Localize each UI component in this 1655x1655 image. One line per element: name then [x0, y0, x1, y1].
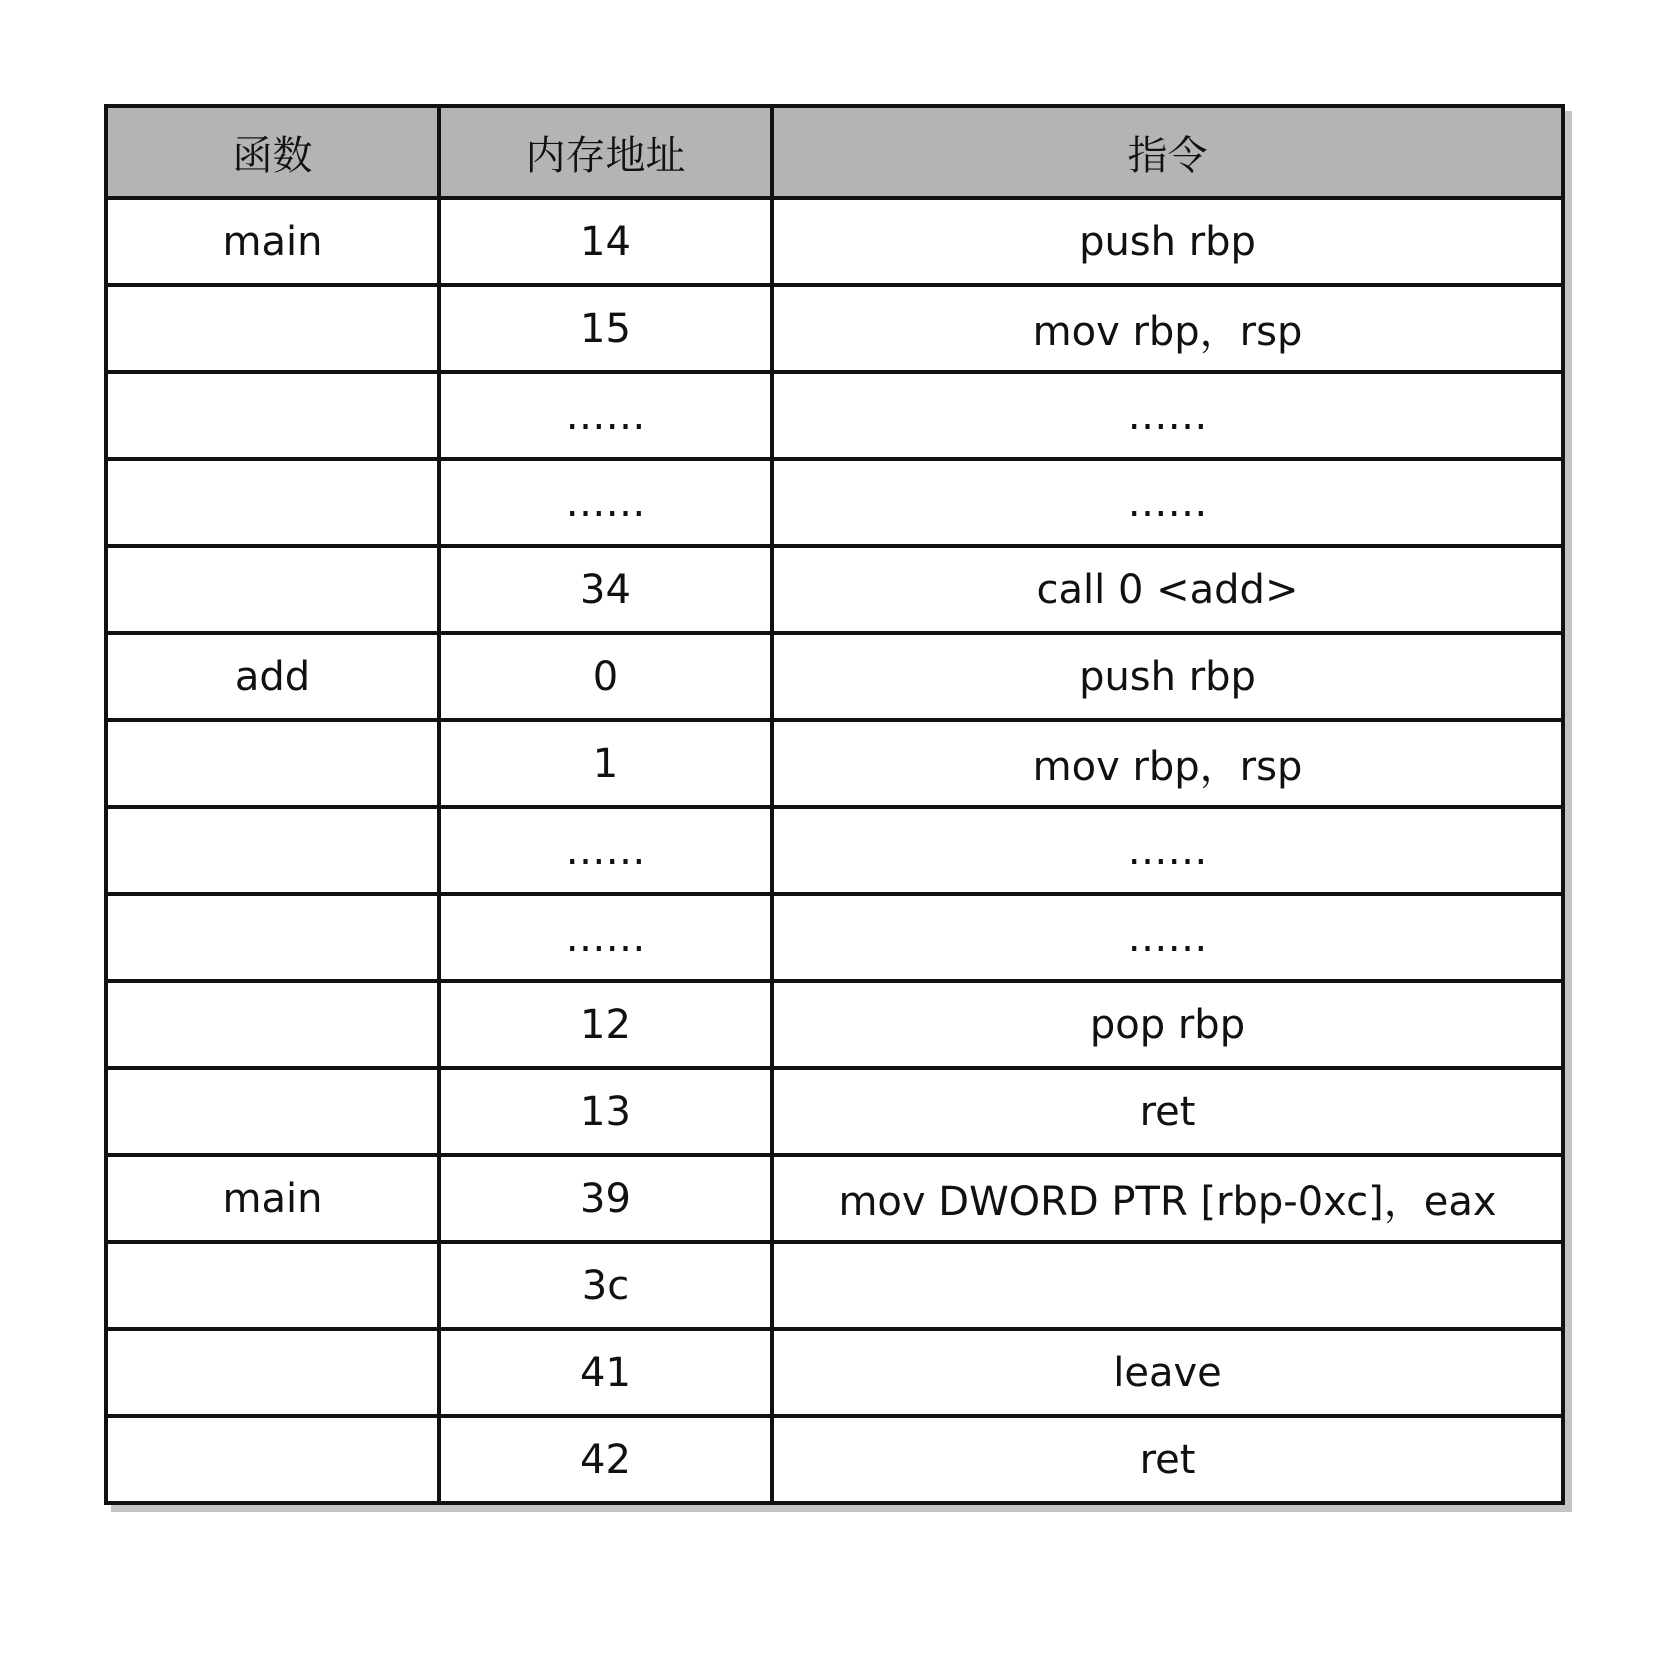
table-row — [106, 459, 1563, 546]
table-row — [106, 633, 1563, 720]
cell-function: main — [106, 198, 439, 285]
cell-address: 14 — [439, 198, 772, 285]
cell-instruction: mov rbp，rsp — [772, 285, 1563, 372]
cell-address: 15 — [439, 285, 772, 372]
cell-function — [106, 981, 439, 1068]
cell-address: 3c — [439, 1242, 772, 1329]
table-row — [106, 1155, 1563, 1242]
cell-address: …… — [439, 807, 772, 894]
cell-function — [106, 546, 439, 633]
cell-address: 42 — [439, 1416, 772, 1503]
header-row — [106, 106, 1563, 198]
cell-instruction: …… — [772, 807, 1563, 894]
cell-address: 39 — [439, 1155, 772, 1242]
cell-function — [106, 372, 439, 459]
table-row — [106, 1068, 1563, 1155]
cell-address: 1 — [439, 720, 772, 807]
cell-address: 34 — [439, 546, 772, 633]
cell-function — [106, 894, 439, 981]
cell-address: …… — [439, 894, 772, 981]
cell-address: 0 — [439, 633, 772, 720]
cell-instruction: pop rbp — [772, 981, 1563, 1068]
table-row — [106, 720, 1563, 807]
cell-function — [106, 459, 439, 546]
table-header — [106, 106, 1563, 198]
cell-address: …… — [439, 372, 772, 459]
table-row — [106, 1242, 1563, 1329]
cell-function: main — [106, 1155, 439, 1242]
header-address: 内存地址 — [439, 106, 772, 198]
cell-instruction: call 0 <add> — [772, 546, 1563, 633]
cell-instruction: leave — [772, 1329, 1563, 1416]
table-row — [106, 1416, 1563, 1503]
header-function: 函数 — [106, 106, 439, 198]
cell-function — [106, 807, 439, 894]
cell-address: …… — [439, 459, 772, 546]
cell-instruction: ret — [772, 1416, 1563, 1503]
table-row — [106, 546, 1563, 633]
cell-function — [106, 1416, 439, 1503]
cell-instruction: ret — [772, 1068, 1563, 1155]
instruction-table — [104, 104, 1565, 1505]
table-row — [106, 1329, 1563, 1416]
cell-instruction — [772, 1242, 1563, 1329]
cell-instruction: mov DWORD PTR [rbp-0xc]，eax — [772, 1155, 1563, 1242]
table-row — [106, 981, 1563, 1068]
table-row — [106, 894, 1563, 981]
cell-address: 13 — [439, 1068, 772, 1155]
cell-address: 41 — [439, 1329, 772, 1416]
cell-function — [106, 285, 439, 372]
header-instruction: 指令 — [772, 106, 1563, 198]
table-row — [106, 198, 1563, 285]
table-row — [106, 807, 1563, 894]
cell-instruction: …… — [772, 894, 1563, 981]
cell-instruction: mov rbp，rsp — [772, 720, 1563, 807]
table-body — [106, 198, 1563, 1503]
cell-function: add — [106, 633, 439, 720]
cell-function — [106, 1242, 439, 1329]
cell-function — [106, 1329, 439, 1416]
cell-function — [106, 1068, 439, 1155]
cell-instruction: …… — [772, 372, 1563, 459]
table-row — [106, 372, 1563, 459]
table-row — [106, 285, 1563, 372]
cell-address: 12 — [439, 981, 772, 1068]
cell-instruction: …… — [772, 459, 1563, 546]
instruction-table-wrapper — [104, 104, 1565, 1505]
cell-instruction: push rbp — [772, 633, 1563, 720]
cell-function — [106, 720, 439, 807]
cell-instruction: push rbp — [772, 198, 1563, 285]
